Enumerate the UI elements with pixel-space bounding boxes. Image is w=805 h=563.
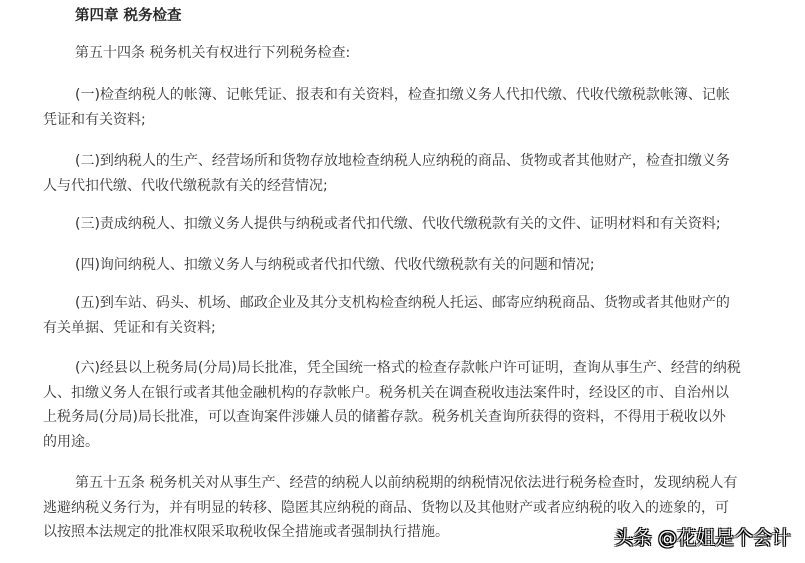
chapter-title: 第四章 税务检查 <box>75 8 182 24</box>
item-2 <box>43 149 730 198</box>
item-3 <box>43 212 721 237</box>
item-6 <box>43 356 741 454</box>
article-55-line-3: 以按照本法规定的批准权限采取税收保全措施或者强制执行措施。 <box>43 524 449 540</box>
item-6-line-4: 的用途。 <box>43 433 99 450</box>
item-4-line-1: (四)询问纳税人、扣缴义务人与纳税或者代扣代缴、代收代缴税款有关的问题和情况; <box>75 257 595 273</box>
article-54-intro <box>75 41 350 66</box>
article-54-intro-text: 第五十四条 税务机关有权进行下列税务检查: <box>75 45 351 61</box>
item-1-line-1: (一)检查纳税人的帐簿、记帐凭证、报表和有关资料，检查扣缴义务人代扣代缴、代收代缴税款帐簿、记帐 <box>75 87 730 103</box>
item-5-line-2: 有关单据、凭证和有关资料; <box>43 319 216 336</box>
source-watermark: 头条 @花姐是个会计 <box>613 527 791 549</box>
item-2-line-2: 人与代扣代缴、代收代缴税款有关的经营情况; <box>43 177 328 194</box>
item-6-line-3: 上税务局(分局)局长批准，可以查询案件涉嫌人员的储蓄存款。税务机关查询所获得的资料，不得用于税收以外 <box>43 409 726 425</box>
article-55-line-2: 逃避纳税义务行为，并有明显的转移、隐匿其应纳税的商品、货物以及其他财产或者应纳税的收入的迹象的，可 <box>43 499 729 516</box>
item-6-line-1: (六)经县以上税务局(分局)局长批准，凭全国统一格式的检查存款帐户许可证明，查询从事生产、经营的纳税 <box>75 360 741 376</box>
item-2-line-1: (二)到纳税人的生产、经营场所和货物存放地检查纳税人应纳税的商品、货物或者其他财产，检查扣缴义务 <box>75 153 730 169</box>
item-1 <box>43 83 730 132</box>
item-5-line-1: (五)到车站、码头、机场、邮政企业及其分支机构检查纳税人托运、邮寄应纳税商品、货物或者其他财产的 <box>75 295 730 311</box>
item-3-line-1: (三)责成纳税人、扣缴义务人提供与纳税或者代扣代缴、代收代缴税款有关的文件、证明材料和有关资料; <box>75 216 721 232</box>
item-5 <box>43 291 730 340</box>
item-1-line-2: 凭证和有关资料; <box>43 111 146 128</box>
item-6-line-2: 人、扣缴义务人在银行或者其他金融机构的存款帐户。税务机关在调查税收违法案件时，经设区的市、自治州以 <box>43 384 729 401</box>
article-55-line-1: 第五十五条 税务机关对从事生产、经营的纳税人以前纳税期的纳税情况依法进行税务检查时，发现纳税人有 <box>75 475 738 491</box>
item-4 <box>43 253 595 278</box>
